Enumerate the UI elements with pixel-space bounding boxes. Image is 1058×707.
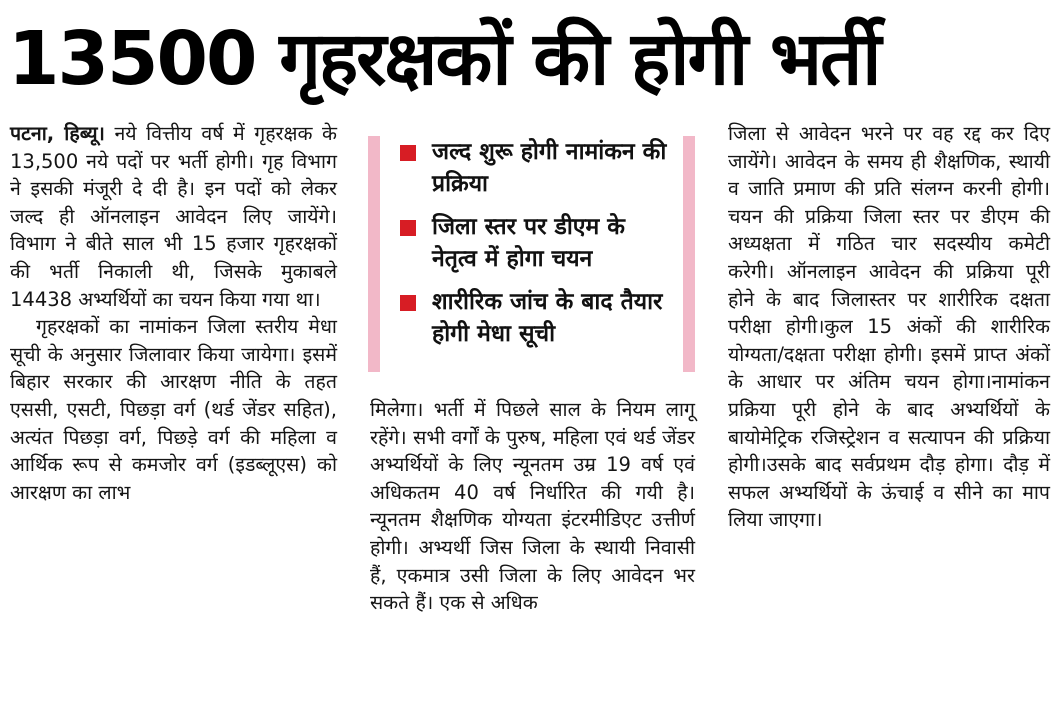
highlight-text: जिला स्तर पर डीएम के नेतृत्व में होगा चयन xyxy=(432,214,625,272)
paragraph-3: मिलेगा। भर्ती में पिछले साल के नियम लागू रहेंगे। सभी वर्गों के पुरुष, महिला एवं थर्ड जेंडर अभ्यर्थियों के लिए न्यूनतम उम्र 19 वर्ष एवं अधिकतम 40 वर्ष निर्धारित की गयी है। न्यूनतम शैक्षणिक योग्यता इंटरमीडिएट उत्तीर्ण होगी। अभ्यर्थी जिस जिला के स्थायी निवासी हैं, एकमात्र उसी जिला के लिए आवेदन भर सकते हैं। एक से अधिक xyxy=(370,398,695,615)
highlight-box-bar-left xyxy=(368,136,380,372)
bullet-square-icon xyxy=(400,220,416,236)
paragraph-4: जिला से आवेदन भरने पर वह रद्द कर दिए जायेंगे। आवेदन के समय ही शैक्षणिक, स्थायी व जाति प्रमाण की प्रति संलग्न करनी होगी। चयन की प्रक्रिया जिला स्तर पर डीएम की अध्यक्षता में गठित चार सदस्यीय कमेटी करेगी। ऑनलाइन आवेदन की प्रक्रिया पूरी होने के बाद जिलास्तर पर शारीरिक दक्षता परीक्षा होगी।कुल 15 अंकों की शारीरिक योग्यता/दक्षता परीक्षा होगी। इसमें प्राप्त अंकों के आधार पर अंतिम चयन होगा।नामांकन प्रक्रिया पूरी होने के बाद अभ्यर्थियों के बायोमेट्रिक रजिस्ट्रेशन व सत्यापन की प्रक्रिया होगी।उसके बाद सर्वप्रथम दौड़ होगा। दौड़ में सफल अभ्यर्थियों के ऊंचाई व सीने का माप लिया जाएगा। xyxy=(728,122,1050,532)
article-column-2 xyxy=(370,396,695,705)
article-column-1 xyxy=(10,120,337,705)
paragraph-2: गृहरक्षकों का नामांकन जिला स्तरीय मेधा सूची के अनुसार जिलावार किया जायेगा। इसमें बिहार सरकार की आरक्षण नीति के तहत एससी, एसटी, पिछड़ा वर्ग (थर्ड जेंडर सहित), अत्यंत पिछड़ा वर्ग, पिछड़े वर्ग की महिला व आर्थिक रूप से कमजोर वर्ग (इडब्लूएस) को आरक्षण का लाभ xyxy=(10,315,337,504)
paragraph-1 xyxy=(10,120,337,313)
highlight-box-bar-right xyxy=(683,136,695,372)
bullet-square-icon xyxy=(400,295,416,311)
headline: 13500 गृहरक्षकों की होगी भर्ती xyxy=(8,16,880,102)
highlights-list xyxy=(368,130,695,350)
bullet-square-icon xyxy=(400,145,416,161)
highlights-box xyxy=(368,130,695,382)
article-column-3 xyxy=(728,120,1050,705)
highlight-text: शारीरिक जांच के बाद तैयार होगी मेधा सूची xyxy=(432,289,663,347)
highlight-item xyxy=(400,286,675,350)
highlight-item xyxy=(400,211,675,275)
paragraph-1-text: नये वित्तीय वर्ष में गृहरक्षक के 13,500 नये पदों पर भर्ती होगी। गृह विभाग ने इसकी मंजूरी दे दी है। इन पदों को लेकर जल्द ही ऑनलाइन आवेदन लिए जायेंगे। विभाग ने बीते साल भी 15 हजार गृहरक्षकों की भर्ती निकाली थी, जिसके मुकाबले 14438 अभ्यर्थियों का चयन किया गया था। xyxy=(10,122,337,311)
highlight-item xyxy=(400,136,675,200)
highlight-text: जल्द शुरू होगी नामांकन की प्रक्रिया xyxy=(432,139,667,197)
dateline: पटना, हिब्यू। xyxy=(10,122,105,145)
